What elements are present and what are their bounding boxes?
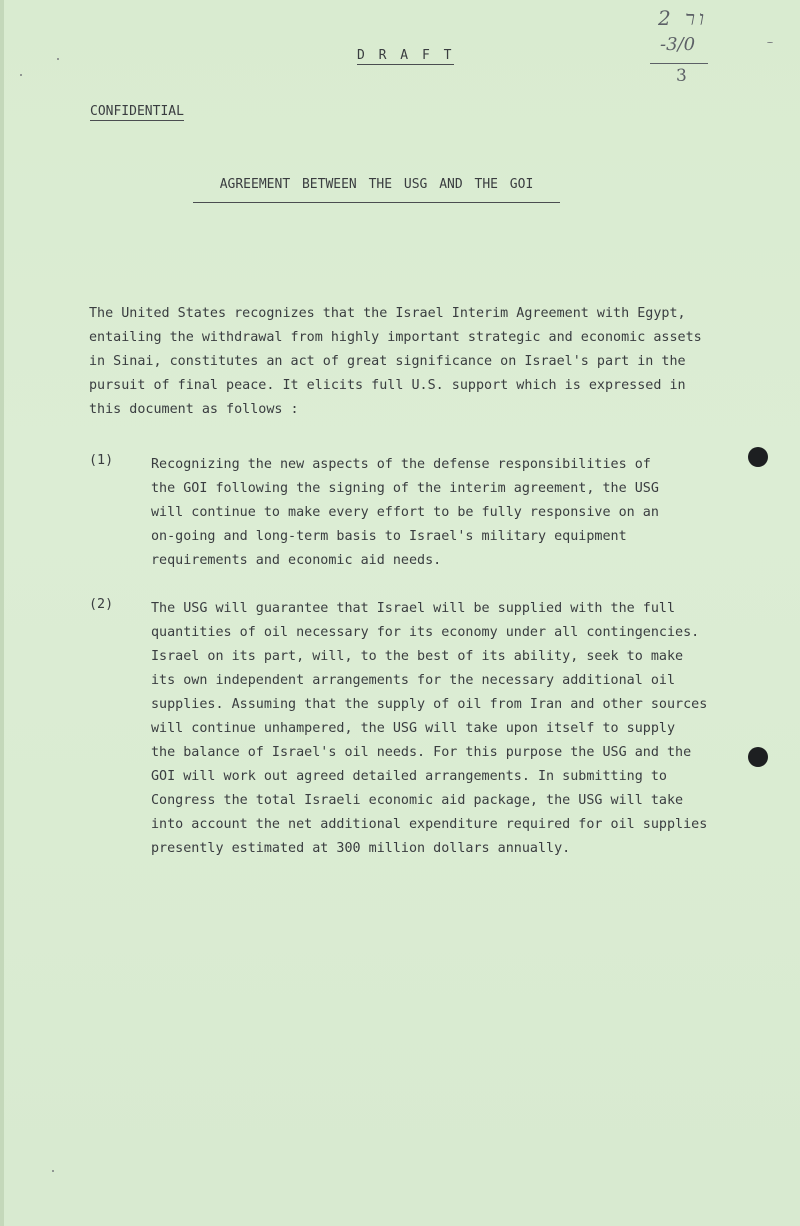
punch-hole-lower <box>748 747 768 767</box>
paper-speck <box>767 42 773 43</box>
handwritten-page-number: 3 <box>676 66 687 86</box>
handwritten-note-middle: -3/0 <box>660 34 696 55</box>
classification-label: CONFIDENTIAL <box>90 104 184 119</box>
paper-speck <box>20 74 22 76</box>
draft-heading: D R A F T <box>357 48 455 63</box>
paper-speck <box>52 1170 54 1172</box>
item-number-2: (2) <box>89 597 114 612</box>
item-text-2: The USG will guarantee that Israel will be supplied with the full quantities of oil necessary for its economy under all contingencies. Israel on its part, will, to the best of its ability, seek to make its own independent arrangements for the necessary additional oil supplies. Assuming that the supply of oil from Iran and other sources will continue unhampered, the USG will take upon itself to supply the balance of Israel's oil needs. For this purpose the USG and the GOI will work out agreed detailed arrangements. In submitting to Congress the total Israeli economic aid package, the USG will take into account the net additional expenditure required for oil supplies presently estimated at 300 million dollars annually. <box>151 601 708 856</box>
item-number-1: (1) <box>89 453 114 468</box>
page-edge <box>0 0 4 1226</box>
document-title: AGREEMENT BETWEEN THE USG AND THE GOI <box>193 177 560 203</box>
paper-speck <box>57 58 59 60</box>
punch-hole-upper <box>748 447 768 467</box>
intro-paragraph: The United States recognizes that the Israel Interim Agreement with Egypt, entailing the withdrawal from highly important strategic and economic assets in Sinai, constitutes an act of great significance on Israel's part in the pursuit of final peace. It elicits full U.S. support which is expressed in this document as follows : <box>89 306 702 417</box>
item-text-1: Recognizing the new aspects of the defense responsibilities of the GOI following the signing of the interim agreement, the USG will continue to make every effort to be fully responsive on an on-going and long-term basis to Israel's military equipment requirements and economic aid needs. <box>151 457 659 568</box>
handwritten-note-top: ור 2 <box>658 6 709 30</box>
handwritten-rule <box>650 63 708 64</box>
